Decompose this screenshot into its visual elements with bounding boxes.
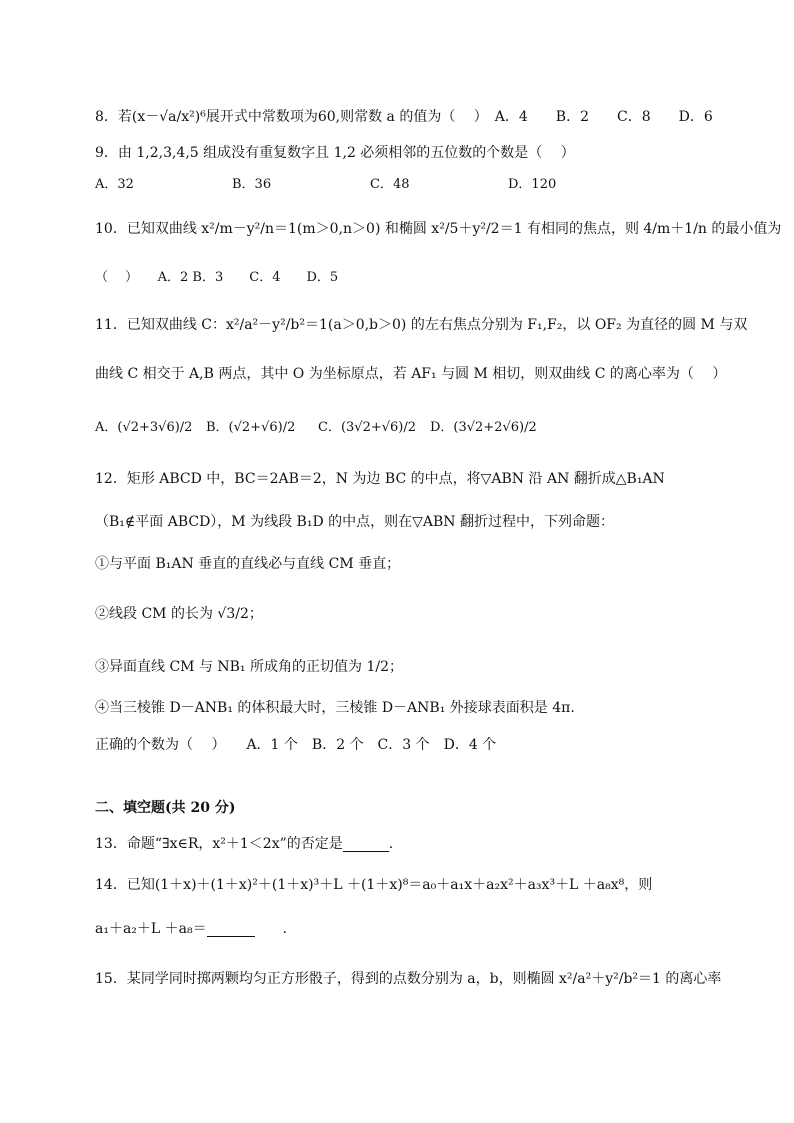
question-12-line-1: 12．矩形 ABCD 中，BC＝2AB＝2，N 为边 BC 的中点，将▽ABN 沿 AN 翻折成△B₁AN bbox=[95, 471, 665, 487]
q9-option-a: A．32 bbox=[95, 177, 134, 192]
question-9: 9．由 1,2,3,4,5 组成没有重复数字且 1,2 必须相邻的五位数的个数是（ ） bbox=[95, 145, 575, 161]
q12-statement-1: ①与平面 B₁AN 垂直的直线必与直线 CM 垂直； bbox=[95, 556, 401, 572]
question-11-line-1: 11．已知双曲线 C：x²/a²－y²/b²＝1(a＞0,b＞0) 的左右焦点分别为 F₁,F₂，以 OF₂ 为直径的圆 M 与双 bbox=[95, 317, 748, 333]
q12-answer-options: 正确的个数为（ ） A．1 个 B．2 个 C．3 个 D．4 个 bbox=[95, 737, 497, 753]
question-15: 15．某同学同时掷两颗均匀正方形骰子，得到的点数分别为 a，b，则椭圆 x²/a²＋y²/b²＝1 的离心率 bbox=[95, 971, 722, 987]
section-title-fill-in: 二、填空题(共 20 分) bbox=[95, 800, 236, 816]
q13-answer-blank bbox=[343, 837, 389, 852]
q12-statement-2: ②线段 CM 的长为 √3/2； bbox=[95, 606, 263, 622]
q9-option-c: C．48 bbox=[370, 177, 410, 192]
q9-option-b: B．36 bbox=[232, 177, 272, 192]
question-14: 14．已知(1＋x)＋(1＋x)²＋(1＋x)³＋L ＋(1＋x)⁸＝a₀＋a₁x＋a₂x²＋a₃x³＋L ＋a₈x⁸，则 bbox=[95, 877, 653, 893]
question-8: 8．若(x－√a/x²)⁶展开式中常数项为60,则常数 a 的值为（ ） A．4 B．2 C．8 D．6 bbox=[95, 109, 713, 125]
q11-option-d: D．(3√2+2√6)/2 bbox=[430, 420, 537, 435]
question-13 bbox=[95, 837, 393, 852]
q14-answer-blank bbox=[207, 922, 255, 937]
q13-text: 13．命题“∃x∈R，x²＋1＜2x”的否定是 bbox=[95, 836, 343, 852]
question-10: 10．已知双曲线 x²/m－y²/n＝1(m＞0,n＞0) 和椭圆 x²/5＋y²/2＝1 有相同的焦点，则 4/m＋1/n 的最小值为 bbox=[95, 221, 782, 237]
q10-options: （ ） A．2 B．3 C．4 D．5 bbox=[95, 270, 339, 285]
q12-statement-3: ③异面直线 CM 与 NB₁ 所成角的正切值为 1/2； bbox=[95, 659, 403, 675]
q12-statement-4: ④当三棱锥 D－ANB₁ 的体积最大时，三棱锥 D－ANB₁ 外接球表面积是 4π. bbox=[95, 700, 575, 716]
q14-expression: a₁＋a₂＋L ＋a₈＝ bbox=[95, 921, 207, 937]
q11-option-a: A．(√2+3√6)/2 bbox=[95, 420, 193, 435]
question-11-line-2: 曲线 C 相交于 A,B 两点，其中 O 为坐标原点，若 AF₁ 与圆 M 相切，则双曲线 C 的离心率为（ ） bbox=[95, 366, 727, 382]
question-14-line-2 bbox=[95, 922, 287, 937]
q14-period: . bbox=[282, 921, 288, 937]
q9-option-d: D．120 bbox=[508, 177, 557, 192]
q13-period: . bbox=[388, 836, 394, 852]
question-12-line-2: （B₁∉平面 ABCD），M 为线段 B₁D 的中点，则在▽ABN 翻折过程中，下列命题： bbox=[95, 514, 614, 530]
q11-option-b: B．(√2+√6)/2 bbox=[206, 420, 296, 435]
q11-option-c: C．(3√2+√6)/2 bbox=[318, 420, 417, 435]
